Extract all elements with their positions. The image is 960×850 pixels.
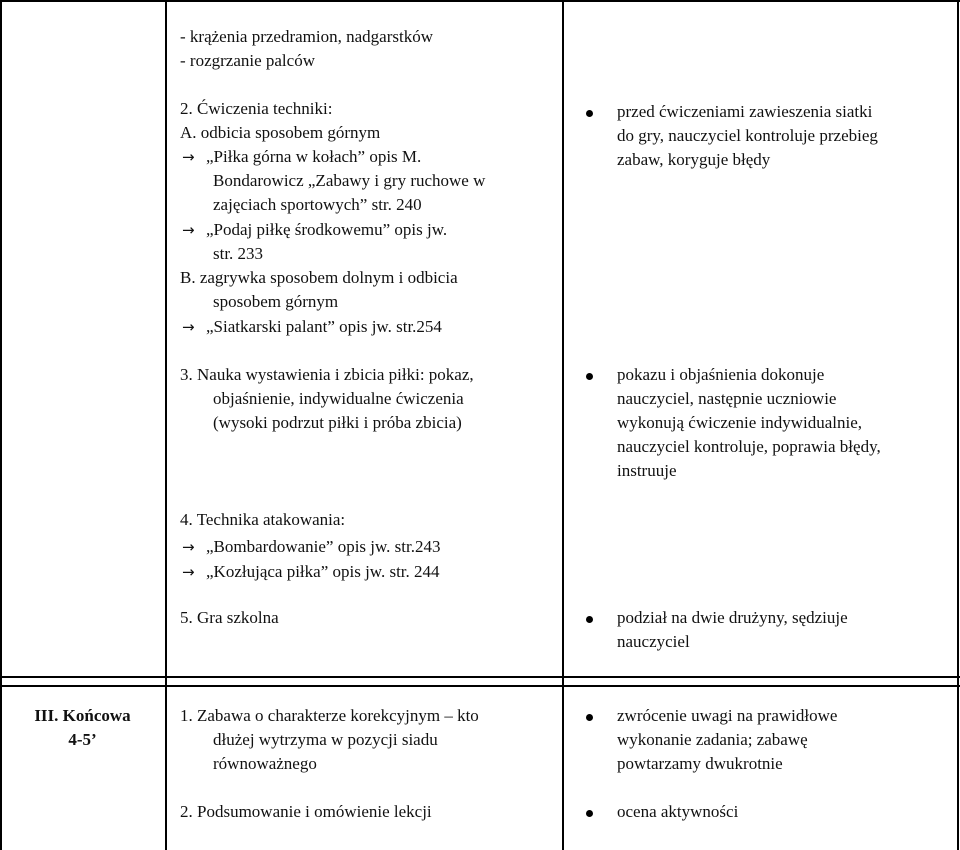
column-divider-1 (165, 0, 167, 850)
exercise-line: 3. Nauka wystawienia i zbicia piłki: pokaz, (180, 365, 474, 384)
note-line: wykonanie zadania; zabawę (617, 730, 808, 749)
table-border-top (0, 0, 960, 2)
exercise-line: A. odbicia sposobem górnym (180, 123, 381, 142)
exercise-line: Bondarowicz „Zabawy i gry ruchowe w (213, 171, 486, 190)
exercise-line: dłużej wytrzyma w pozycji siadu (213, 730, 438, 749)
exercise-line: - rozgrzanie palców (180, 51, 315, 70)
phase-duration: 4-5’ (68, 730, 97, 749)
exercise-line: 1. Zabawa o charakterze korekcyjnym – kto (180, 706, 479, 725)
note-line: przed ćwiczeniami zawieszenia siatki (617, 102, 873, 121)
bullet-icon (586, 714, 593, 721)
table-border-right (957, 0, 959, 850)
note-line: powtarzamy dwukrotnie (617, 754, 783, 773)
note-line: ocena aktywności (617, 802, 739, 821)
bullet-icon (586, 373, 593, 380)
exercise-line: „Siatkarski palant” opis jw. str.254 (206, 317, 442, 336)
note-line: wykonują ćwiczenie indywidualnie, (617, 413, 863, 432)
exercise-line: (wysoki podrzut piłki i próba zbicia) (213, 413, 462, 432)
row-divider-top (0, 676, 960, 678)
exercise-line: „Bombardowanie” opis jw. str.243 (206, 537, 441, 556)
arrow-icon: → (182, 148, 195, 166)
exercise-line: 4. Technika atakowania: (180, 510, 346, 529)
bullet-icon (586, 110, 593, 117)
exercise-line: objaśnienie, indywidualne ćwiczenia (213, 389, 464, 408)
exercise-line: 5. Gra szkolna (180, 608, 279, 627)
exercise-line: 2. Podsumowanie i omówienie lekcji (180, 802, 432, 821)
note-line: podział na dwie drużyny, sędziuje (617, 608, 848, 627)
note-line: pokazu i objaśnienia dokonuje (617, 365, 825, 384)
note-line: zabaw, koryguje błędy (617, 150, 771, 169)
exercise-line: równoważnego (213, 754, 317, 773)
bullet-icon (586, 616, 593, 623)
note-line: do gry, nauczyciel kontroluje przebieg (617, 126, 878, 145)
arrow-icon: → (182, 563, 195, 581)
column-divider-2 (562, 0, 564, 850)
exercise-line: sposobem górnym (213, 292, 339, 311)
phase-title: III. Końcowa (34, 706, 131, 725)
exercise-line: „Piłka górna w kołach” opis M. (206, 147, 422, 166)
exercise-line: - krążenia przedramion, nadgarstków (180, 27, 433, 46)
exercise-line: „Kozłująca piłka” opis jw. str. 244 (206, 562, 440, 581)
arrow-icon: → (182, 221, 195, 239)
note-line: nauczyciel kontroluje, poprawia błędy, (617, 437, 881, 456)
exercise-line: 2. Ćwiczenia techniki: (180, 99, 333, 118)
note-line: instruuje (617, 461, 677, 480)
exercise-line: „Podaj piłkę środkowemu” opis jw. (206, 220, 448, 239)
arrow-icon: → (182, 318, 195, 336)
row-divider-bottom (0, 685, 960, 687)
bullet-icon (586, 810, 593, 817)
exercise-line: zajęciach sportowych” str. 240 (213, 195, 422, 214)
note-line: zwrócenie uwagi na prawidłowe (617, 706, 838, 725)
exercise-line: str. 233 (213, 244, 264, 263)
exercise-line: B. zagrywka sposobem dolnym i odbicia (180, 268, 458, 287)
note-line: nauczyciel (617, 632, 690, 651)
note-line: nauczyciel, następnie uczniowie (617, 389, 837, 408)
arrow-icon: → (182, 538, 195, 556)
